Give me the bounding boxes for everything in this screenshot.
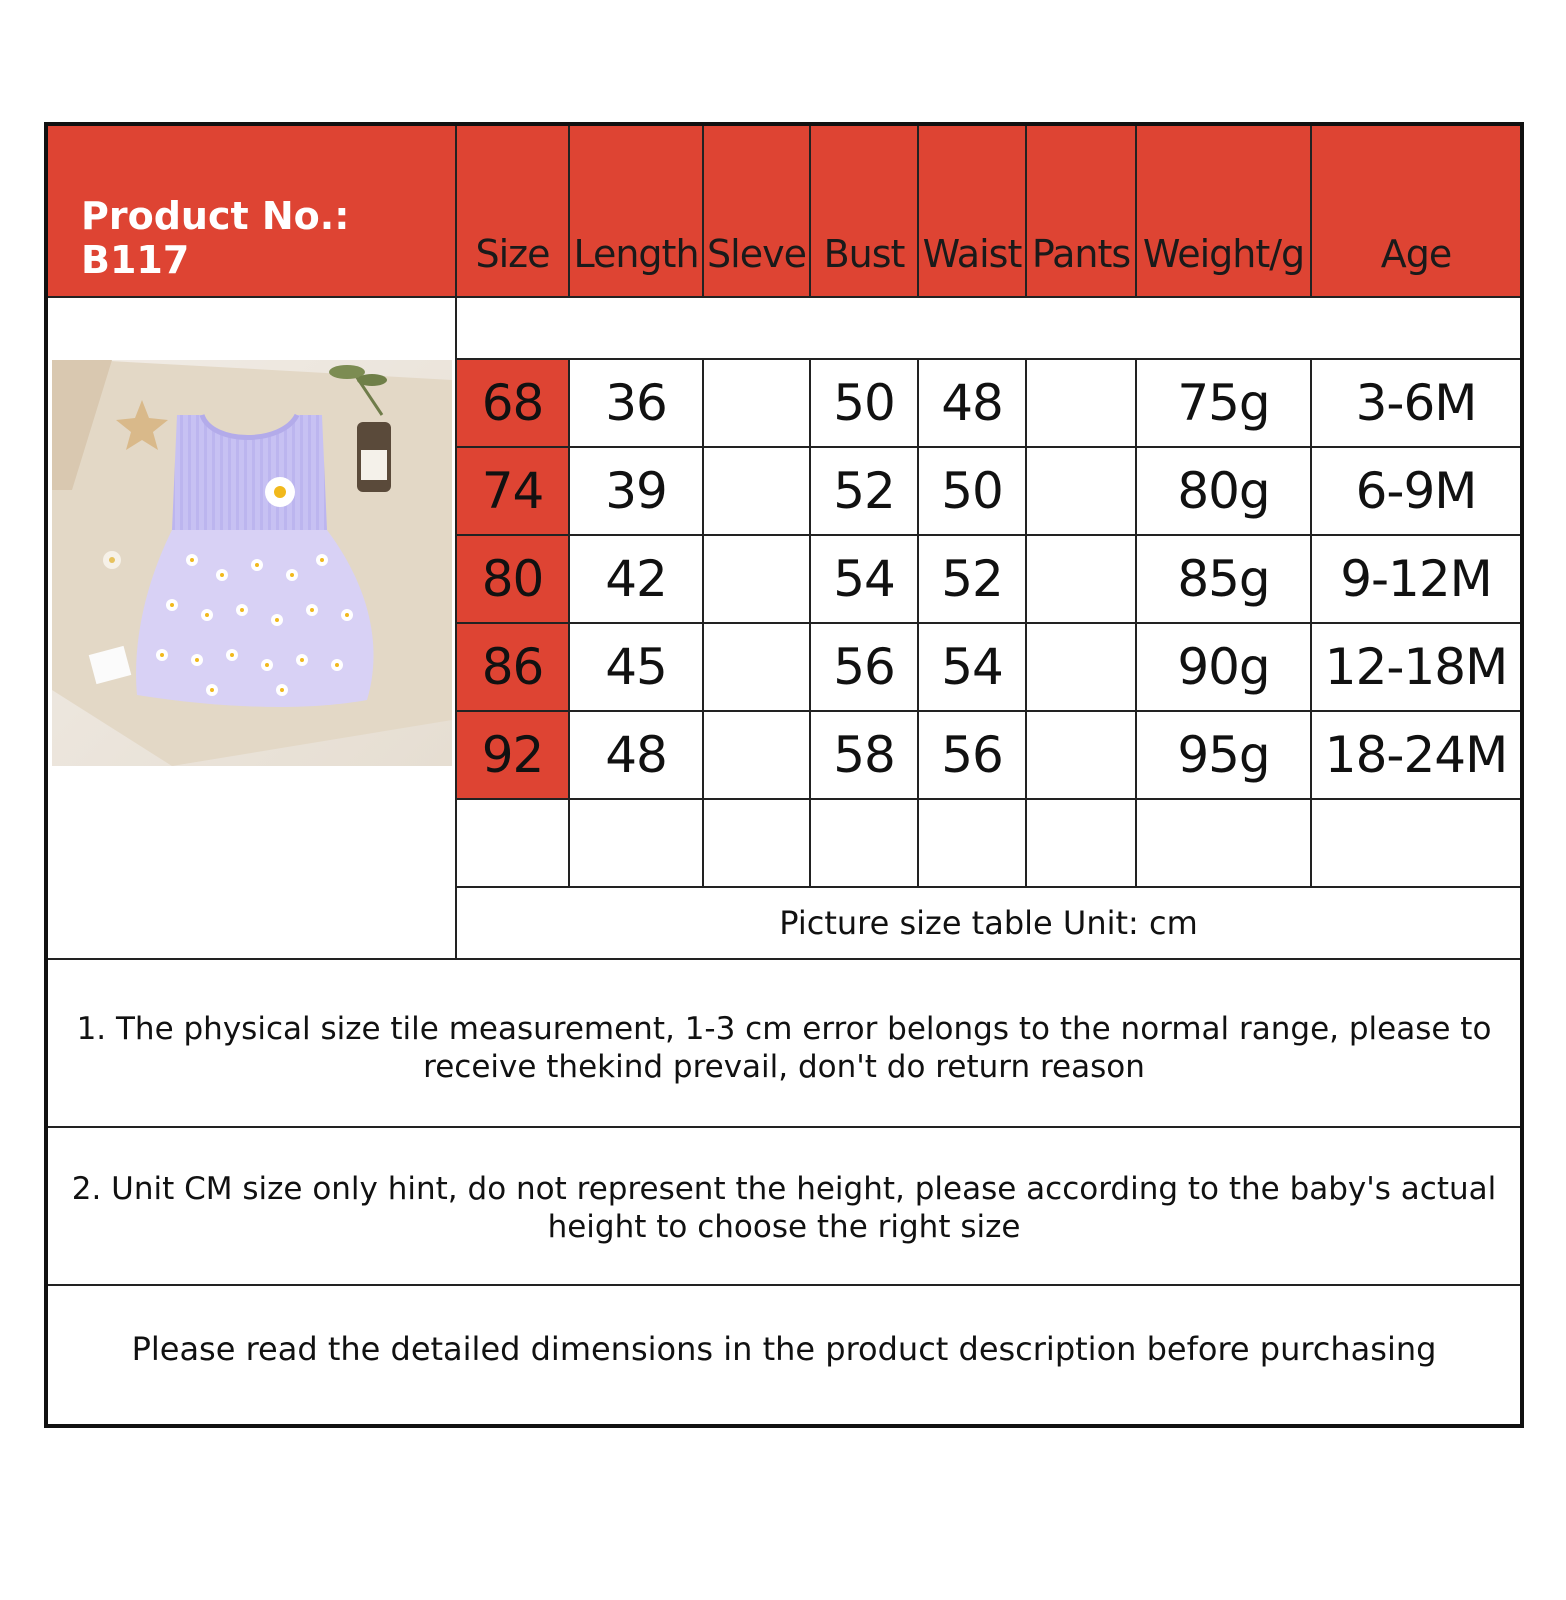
col-header-pants: Pants [1027,126,1137,298]
empty-cell [457,800,570,888]
waist-cell: 56 [919,712,1027,800]
product-number: Product No.: B117 [81,194,350,282]
empty-cell [1137,800,1312,888]
age-cell: 12-18M [1312,624,1520,712]
length-cell: 36 [570,360,704,448]
pants-cell [1027,448,1137,536]
product-image-panel [48,298,457,958]
spacer-row [457,298,1520,360]
unit-note: Picture size table Unit: cm [779,904,1198,942]
empty-cell [570,800,704,888]
waist-cell: 52 [919,536,1027,624]
col-header-weight: Weight/g [1137,126,1312,298]
size-chart [44,122,1524,1428]
sleeve-cell [704,360,811,448]
col-header-length: Length [570,126,704,298]
age-cell: 6-9M [1312,448,1520,536]
col-header-sleeve: Sleve [704,126,811,298]
bust-cell: 52 [811,448,919,536]
empty-cell [919,800,1027,888]
weight-cell: 80g [1137,448,1312,536]
weight-cell: 95g [1137,712,1312,800]
length-cell: 42 [570,536,704,624]
empty-cell [811,800,919,888]
bust-cell: 58 [811,712,919,800]
empty-cell [704,800,811,888]
note-3 [48,1284,1520,1424]
col-header-age: Age [1312,126,1520,298]
bust-cell: 54 [811,536,919,624]
note-2-line-1: 2. Unit CM size only hint, do not represent the height, please according to the baby's actual [71,1171,1497,1207]
age-cell: 9-12M [1312,536,1520,624]
size-cell: 86 [457,624,570,712]
pants-cell [1027,536,1137,624]
sleeve-cell [704,712,811,800]
col-header-bust: Bust [811,126,919,298]
col-header-size: Size [457,126,570,298]
bust-cell: 50 [811,360,919,448]
waist-cell: 48 [919,360,1027,448]
pants-cell [1027,712,1137,800]
empty-cell [1027,800,1137,888]
pants-cell [1027,624,1137,712]
age-cell: 18-24M [1312,712,1520,800]
pants-cell [1027,360,1137,448]
waist-cell: 54 [919,624,1027,712]
col-header-waist: Waist [919,126,1027,298]
length-cell: 48 [570,712,704,800]
empty-cell [1312,800,1520,888]
note-1 [48,958,1520,1130]
product-photo [52,360,452,766]
size-cell: 68 [457,360,570,448]
note-2 [48,1126,1520,1284]
length-cell: 45 [570,624,704,712]
sleeve-cell [704,448,811,536]
note-2-line-2: height to choose the right size [547,1209,1021,1245]
weight-cell: 90g [1137,624,1312,712]
note-1-line-1: 1. The physical size tile measurement, 1-3 cm error belongs to the normal range, please to [76,1011,1492,1047]
size-cell: 92 [457,712,570,800]
sleeve-cell [704,536,811,624]
product-number-header [48,126,457,298]
size-cell: 74 [457,448,570,536]
note-1-line-2: receive thekind prevail, don't do return reason [423,1049,1145,1085]
bust-cell: 56 [811,624,919,712]
age-cell: 3-6M [1312,360,1520,448]
sleeve-cell [704,624,811,712]
weight-cell: 75g [1137,360,1312,448]
weight-cell: 85g [1137,536,1312,624]
waist-cell: 50 [919,448,1027,536]
size-cell: 80 [457,536,570,624]
note-3-text: Please read the detailed dimensions in the product description before purchasing [131,1330,1437,1368]
length-cell: 39 [570,448,704,536]
